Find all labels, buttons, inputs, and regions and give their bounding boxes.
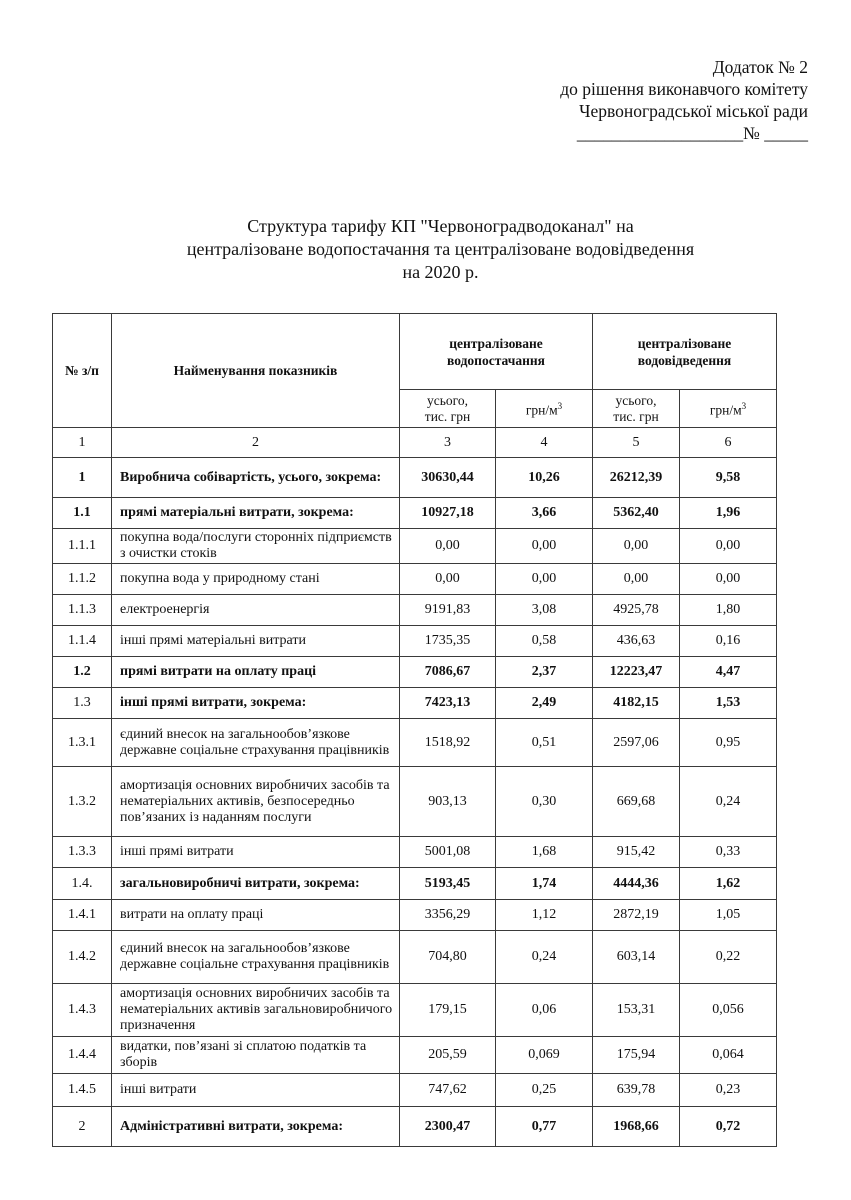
- supply-total-cell: 1735,35: [400, 626, 496, 657]
- column-number: 4: [496, 428, 593, 458]
- row-name: витрати на оплату праці: [112, 900, 400, 931]
- drain-total-cell: 4925,78: [593, 595, 680, 626]
- row-number: 1.4.4: [53, 1037, 112, 1074]
- supply-per-m3-cell: 1,68: [496, 837, 593, 868]
- supply-total-cell: 9191,83: [400, 595, 496, 626]
- drain-total-cell: 4182,15: [593, 688, 680, 719]
- supply-per-m3-cell: 0,51: [496, 719, 593, 767]
- drain-per-m3-cell: 0,056: [680, 984, 777, 1037]
- drain-per-m3-cell: 0,00: [680, 564, 777, 595]
- table-row: [53, 868, 777, 900]
- supply-total-cell: 2300,47: [400, 1107, 496, 1147]
- drain-per-m3-cell: 0,24: [680, 767, 777, 837]
- drain-total-cell: 639,78: [593, 1074, 680, 1107]
- supply-total-cell: 1518,92: [400, 719, 496, 767]
- supply-per-m3-cell: 0,77: [496, 1107, 593, 1147]
- row-name: видатки, пов’язані зі сплатою податків та зборів: [112, 1037, 400, 1074]
- supply-per-m3-cell: 0,00: [496, 564, 593, 595]
- table-row: [53, 688, 777, 719]
- row-name: покупна вода/послуги сторонніх підприємств з очистки стоків: [112, 529, 400, 564]
- row-name: єдиний внесок на загальнообов’язкове державне соціальне страхування працівників: [112, 719, 400, 767]
- column-number: 1: [53, 428, 112, 458]
- header-number: № з/п: [53, 314, 112, 428]
- drain-total-cell: 26212,39: [593, 458, 680, 498]
- column-number: 5: [593, 428, 680, 458]
- header-supply-total: усього, тис. грн: [400, 390, 496, 428]
- drain-per-m3-cell: 0,33: [680, 837, 777, 868]
- supply-total-cell: 704,80: [400, 931, 496, 984]
- supply-total-cell: 7086,67: [400, 657, 496, 688]
- row-name: прямі матеріальні витрати, зокрема:: [112, 498, 400, 529]
- supply-per-m3-cell: 0,24: [496, 931, 593, 984]
- table-row: [53, 719, 777, 767]
- drain-total-cell: 4444,36: [593, 868, 680, 900]
- header-name: Найменування показників: [112, 314, 400, 428]
- supply-total-cell: 179,15: [400, 984, 496, 1037]
- supply-total-cell: 0,00: [400, 529, 496, 564]
- table-row: [53, 458, 777, 498]
- drain-per-m3-cell: 0,95: [680, 719, 777, 767]
- drain-per-m3-cell: 1,05: [680, 900, 777, 931]
- drain-per-m3-cell: 0,23: [680, 1074, 777, 1107]
- row-number: 1.4.5: [53, 1074, 112, 1107]
- table-row: [53, 626, 777, 657]
- supply-total-cell: 30630,44: [400, 458, 496, 498]
- supply-per-m3-cell: 0,58: [496, 626, 593, 657]
- column-number: 2: [112, 428, 400, 458]
- row-number: 1: [53, 458, 112, 498]
- drain-total-cell: 12223,47: [593, 657, 680, 688]
- row-name: загальновиробничі витрати, зокрема:: [112, 868, 400, 900]
- table-row: [53, 1074, 777, 1107]
- header-drain-per-m3: грн/$м^3$: [680, 390, 777, 428]
- row-name: амортизація основних виробничих засобів та нематеріальних активів загальновиробничого призначення: [112, 984, 400, 1037]
- table-row: [53, 564, 777, 595]
- drain-total-cell: 0,00: [593, 564, 680, 595]
- annex-decision: до рішення виконавчого комітету: [560, 79, 808, 99]
- annex-date-number: ___________________№ _____: [576, 123, 808, 143]
- supply-per-m3-cell: 1,12: [496, 900, 593, 931]
- header-water-drainage: централізоване водовідведення: [593, 314, 777, 390]
- table-row: [53, 767, 777, 837]
- row-name: Адміністративні витрати, зокрема:: [112, 1107, 400, 1147]
- row-number: 1.4.3: [53, 984, 112, 1037]
- supply-per-m3-cell: 0,25: [496, 1074, 593, 1107]
- row-number: 1.3.2: [53, 767, 112, 837]
- drain-total-cell: 2872,19: [593, 900, 680, 931]
- table-row: [53, 984, 777, 1037]
- drain-per-m3-cell: 0,064: [680, 1037, 777, 1074]
- table-row: [53, 529, 777, 564]
- row-number: 1.1: [53, 498, 112, 529]
- annex-council: Червоноградської міської ради: [579, 101, 808, 121]
- supply-per-m3-cell: 3,66: [496, 498, 593, 529]
- row-number: 1.2: [53, 657, 112, 688]
- annex-number: Додаток № 2: [712, 57, 808, 77]
- row-number: 1.1.3: [53, 595, 112, 626]
- row-number: 1.3.1: [53, 719, 112, 767]
- row-name: інші прямі матеріальні витрати: [112, 626, 400, 657]
- supply-total-cell: 3356,29: [400, 900, 496, 931]
- drain-total-cell: 669,68: [593, 767, 680, 837]
- drain-total-cell: 1968,66: [593, 1107, 680, 1147]
- supply-per-m3-cell: 0,30: [496, 767, 593, 837]
- table-row: [53, 900, 777, 931]
- column-number: 6: [680, 428, 777, 458]
- drain-per-m3-cell: 1,53: [680, 688, 777, 719]
- drain-total-cell: 153,31: [593, 984, 680, 1037]
- drain-per-m3-cell: 9,58: [680, 458, 777, 498]
- supply-per-m3-cell: 0,069: [496, 1037, 593, 1074]
- row-number: 1.1.2: [53, 564, 112, 595]
- table-row: [53, 931, 777, 984]
- title-line-2: централізоване водопостачання та централізоване водовідведення: [186, 239, 695, 259]
- drain-total-cell: 175,94: [593, 1037, 680, 1074]
- row-number: 1.3: [53, 688, 112, 719]
- row-number: 2: [53, 1107, 112, 1147]
- drain-per-m3-cell: 0,16: [680, 626, 777, 657]
- supply-total-cell: 5193,45: [400, 868, 496, 900]
- drain-per-m3-cell: 0,22: [680, 931, 777, 984]
- row-name: інші прямі витрати, зокрема:: [112, 688, 400, 719]
- column-number: 3: [400, 428, 496, 458]
- supply-per-m3-cell: 3,08: [496, 595, 593, 626]
- drain-total-cell: 915,42: [593, 837, 680, 868]
- drain-total-cell: 5362,40: [593, 498, 680, 529]
- supply-per-m3-cell: 2,49: [496, 688, 593, 719]
- supply-per-m3-cell: 10,26: [496, 458, 593, 498]
- header-water-supply: централізоване водопостачання: [400, 314, 593, 390]
- drain-total-cell: 2597,06: [593, 719, 680, 767]
- drain-per-m3-cell: 4,47: [680, 657, 777, 688]
- header-drain-total: усього, тис. грн: [593, 390, 680, 428]
- row-name: амортизація основних виробничих засобів та нематеріальних активів, безпосередньо пов’язаних із наданням послуги: [112, 767, 400, 837]
- drain-per-m3-cell: 1,80: [680, 595, 777, 626]
- supply-per-m3-cell: 0,06: [496, 984, 593, 1037]
- supply-per-m3-cell: 0,00: [496, 529, 593, 564]
- supply-per-m3-cell: 1,74: [496, 868, 593, 900]
- table-row: [53, 1037, 777, 1074]
- supply-total-cell: 205,59: [400, 1037, 496, 1074]
- drain-total-cell: 0,00: [593, 529, 680, 564]
- row-name: єдиний внесок на загальнообов’язкове державне соціальне страхування працівників: [112, 931, 400, 984]
- row-number: 1.4.1: [53, 900, 112, 931]
- supply-total-cell: 0,00: [400, 564, 496, 595]
- title-line-1: Структура тарифу КП "Червоноградводоканал" на: [247, 216, 634, 236]
- table-row: [53, 1107, 777, 1147]
- annex-block: [560, 56, 808, 144]
- supply-total-cell: 903,13: [400, 767, 496, 837]
- row-name: інші витрати: [112, 1074, 400, 1107]
- table-row: [53, 657, 777, 688]
- supply-total-cell: 10927,18: [400, 498, 496, 529]
- row-number: 1.3.3: [53, 837, 112, 868]
- supply-per-m3-cell: 2,37: [496, 657, 593, 688]
- table-row: [53, 498, 777, 529]
- supply-total-cell: 7423,13: [400, 688, 496, 719]
- drain-per-m3-cell: 0,00: [680, 529, 777, 564]
- table-row: [53, 595, 777, 626]
- row-name: інші прямі витрати: [112, 837, 400, 868]
- title-line-3: на 2020 р.: [402, 262, 479, 282]
- drain-per-m3-cell: 1,96: [680, 498, 777, 529]
- row-name: покупна вода у природному стані: [112, 564, 400, 595]
- row-number: 1.1.4: [53, 626, 112, 657]
- row-number: 1.4.: [53, 868, 112, 900]
- drain-total-cell: 436,63: [593, 626, 680, 657]
- table-row: [53, 837, 777, 868]
- tariff-table: [52, 313, 777, 1147]
- row-number: 1.1.1: [53, 529, 112, 564]
- supply-total-cell: 747,62: [400, 1074, 496, 1107]
- document-title: [0, 215, 851, 284]
- row-name: Виробнича собівартість, усього, зокрема:: [112, 458, 400, 498]
- drain-total-cell: 603,14: [593, 931, 680, 984]
- column-numbers-row: [53, 428, 777, 458]
- drain-per-m3-cell: 1,62: [680, 868, 777, 900]
- supply-total-cell: 5001,08: [400, 837, 496, 868]
- row-number: 1.4.2: [53, 931, 112, 984]
- row-name: електроенергія: [112, 595, 400, 626]
- row-name: прямі витрати на оплату праці: [112, 657, 400, 688]
- drain-per-m3-cell: 0,72: [680, 1107, 777, 1147]
- header-supply-per-m3: грн/$м^3$: [496, 390, 593, 428]
